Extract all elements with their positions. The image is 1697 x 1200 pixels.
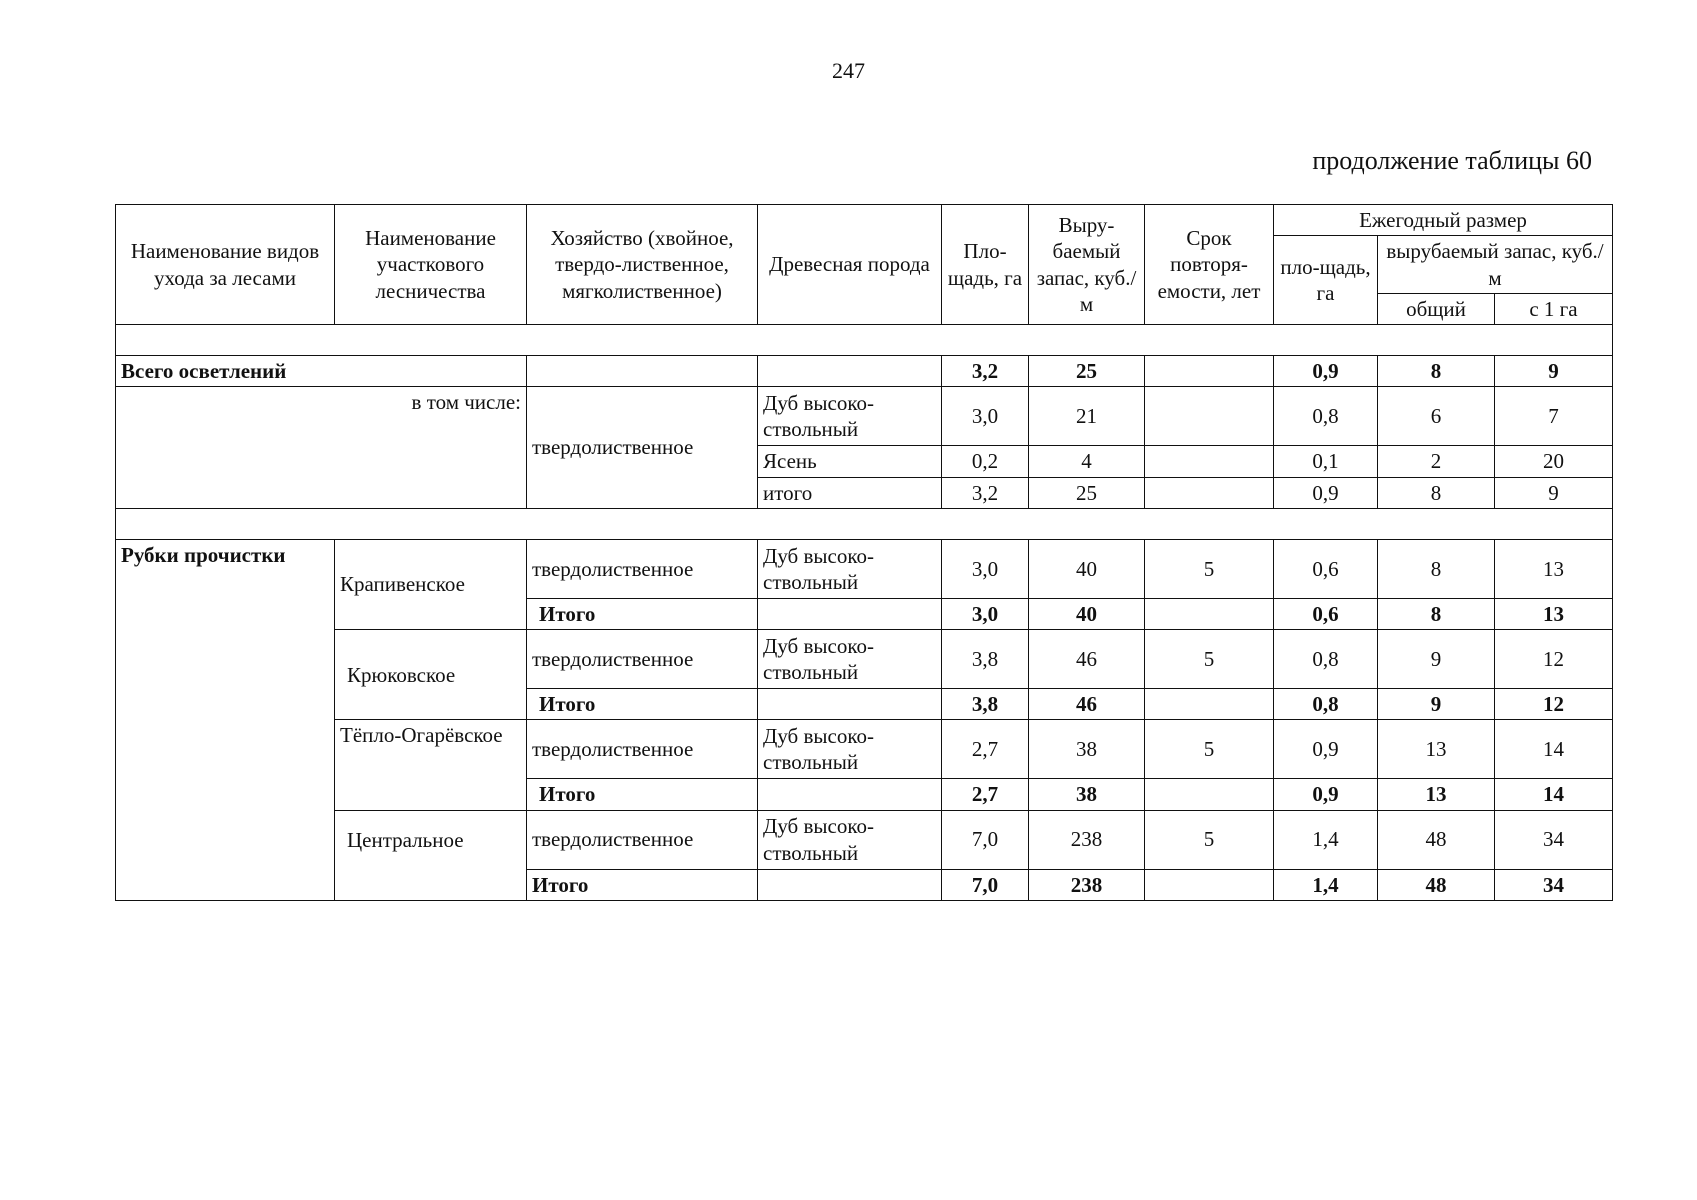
forest-care-table (115, 204, 1613, 901)
header-repeat-period: Срок повторя-емости, лет (1145, 205, 1274, 325)
table-caption: продолжение таблицы 60 (1312, 146, 1592, 175)
header-annual-harvest-stock: вырубаемый запас, куб./м (1378, 236, 1613, 294)
table-row: в том числе: твердолиственное Дуб высоко-ствольный 3,0 21 0,8 6 7 (116, 387, 1613, 446)
economy-cell: твердолиственное (527, 387, 758, 509)
page-number: 247 (832, 58, 865, 83)
header-annual-size: Ежегодный размер (1274, 205, 1613, 236)
header-harvest-stock: Выру-баемый запас, куб./м (1029, 205, 1145, 325)
table-row: Итого 7,0 238 1,4 48 34 (116, 869, 1613, 900)
header-total: общий (1378, 293, 1495, 324)
table-row: Всего осветлений 3,2 25 0,9 8 9 (116, 356, 1613, 387)
section-label: Рубки прочистки (116, 539, 335, 900)
header-row (116, 205, 1613, 236)
table-row: Центральное твердолиственное Дуб высоко-ствольный 7,0 238 5 1,4 48 34 (116, 810, 1613, 869)
table-row: Итого 3,8 46 0,8 9 12 (116, 689, 1613, 720)
header-type-of-care: Наименование видов ухода за лесами (116, 205, 335, 325)
spacer-row (116, 508, 1613, 539)
header-economy: Хозяйство (хвойное, твердо-лиственное, мягколиственное) (527, 205, 758, 325)
header-forestry-district: Наименование участкового лесничества (335, 205, 527, 325)
table-row: итого 3,2 25 0,9 8 9 (116, 477, 1613, 508)
district-name: Центральное (335, 810, 527, 900)
table-row: Крюковское твердолиственное Дуб высоко-ствольный 3,8 46 5 0,8 9 12 (116, 630, 1613, 689)
district-name: Тёпло-Огарёвское (335, 720, 527, 810)
header-annual-area: пло-щадь, га (1274, 236, 1378, 325)
district-name: Крюковское (335, 630, 527, 720)
spacer-row (116, 325, 1613, 356)
section-total-label: Всего осветлений (116, 356, 527, 387)
header-per-ha: с 1 га (1495, 293, 1613, 324)
table-row: Ясень 0,2 4 0,1 2 20 (116, 446, 1613, 477)
header-area: Пло-щадь, га (942, 205, 1029, 325)
header-species: Древесная порода (758, 205, 942, 325)
table-row: Итого 2,7 38 0,9 13 14 (116, 779, 1613, 810)
including-label: в том числе: (116, 387, 527, 509)
table-row: Итого 3,0 40 0,6 8 13 (116, 598, 1613, 629)
district-name: Крапивенское (335, 539, 527, 629)
table-row: Тёпло-Огарёвское твердолиственное Дуб высоко-ствольный 2,7 38 5 0,9 13 14 (116, 720, 1613, 779)
table-row: Рубки прочистки Крапивенское твердолиственное Дуб высоко-ствольный 3,0 40 5 0,6 8 13 (116, 539, 1613, 598)
